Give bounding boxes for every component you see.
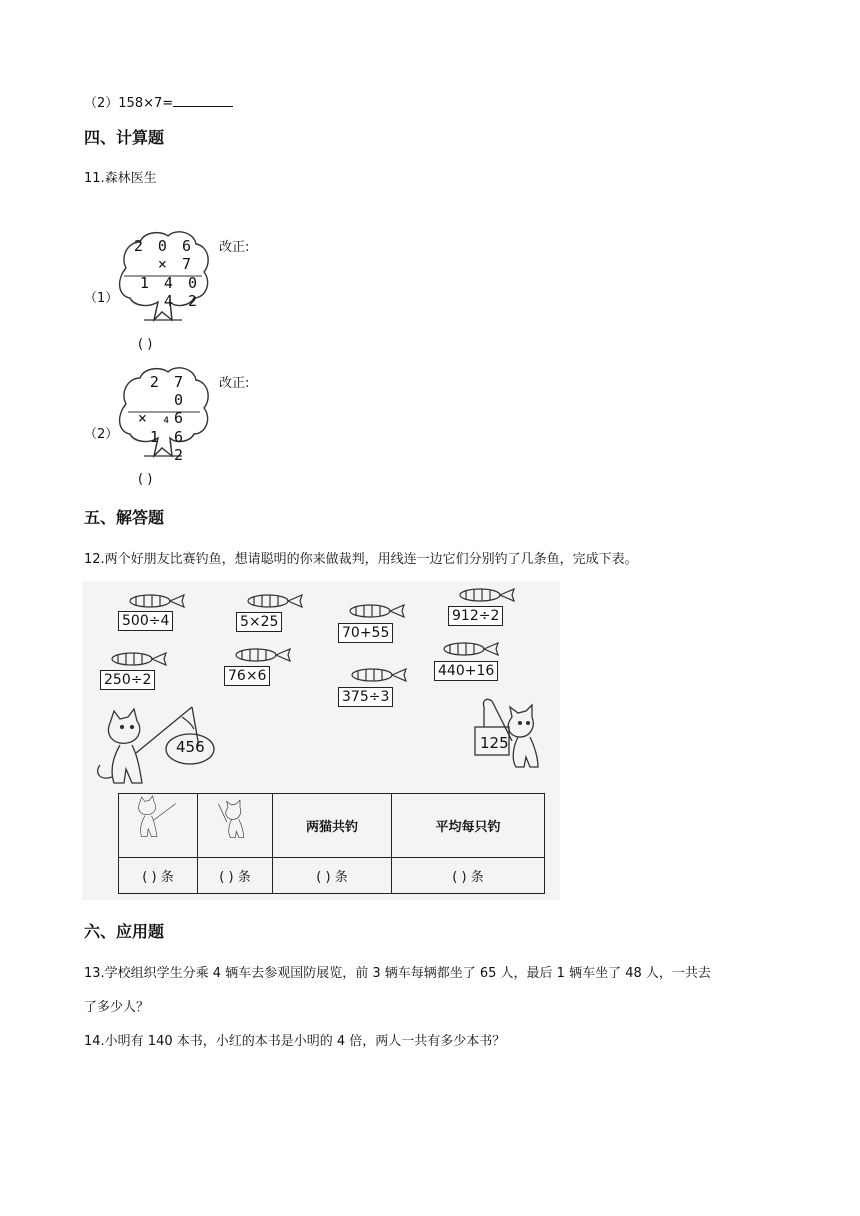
fish-label-8[interactable]: 440+16 — [434, 661, 498, 681]
q11-title: 11.森林医生 — [84, 171, 157, 186]
fish-label-1[interactable]: 500÷4 — [118, 611, 173, 631]
q11-item2-paren[interactable]: ( ) — [138, 472, 153, 487]
section5-heading: 五、解答题 — [84, 508, 165, 527]
fish-label-3[interactable]: 70+55 — [338, 623, 393, 643]
fish-label-5[interactable]: 250÷2 — [100, 670, 155, 690]
table-header-cat1 — [119, 794, 198, 858]
table-cell-cat2[interactable]: ( ) 条 — [198, 858, 273, 894]
fish-label-2[interactable]: 5×25 — [236, 612, 282, 632]
tree1-result: 1 4 0 4 2 — [139, 274, 200, 310]
q13-line1: 13.学校组织学生分乘 4 辆车去参观国防展览，前 3 辆车每辆都坐了 65 人，最后 1 辆车坐了 48 人，一共去 — [84, 966, 711, 981]
tree2-result: 1 6 2 — [149, 428, 186, 464]
section4-heading: 四、计算题 — [84, 128, 165, 147]
table-cell-cat1[interactable]: ( ) 条 — [119, 858, 198, 894]
cat2-value: 125 — [480, 734, 509, 752]
answer-blank[interactable] — [173, 95, 233, 107]
table-header-average: 平均每只钓 — [392, 794, 545, 858]
table-header-total: 两猫共钓 — [273, 794, 392, 858]
q10-part2-text: （2）158×7= — [84, 96, 174, 111]
q11-item2-correct-label: 改正: — [219, 376, 250, 391]
table-header-cat2 — [198, 794, 273, 858]
tree1-mid: × 7 — [157, 255, 194, 273]
q11-item1-label: （1） — [84, 291, 119, 306]
tree2-top: 2 7 0 — [149, 373, 186, 409]
q13-line2: 了多少人？ — [84, 1000, 150, 1015]
cat1-value: 456 — [176, 738, 205, 756]
q11-item2-label: （2） — [84, 427, 119, 442]
fish-label-4[interactable]: 912÷2 — [448, 606, 503, 626]
tree1-top: 2 0 6 — [133, 237, 194, 255]
section6-heading: 六、应用题 — [84, 922, 165, 941]
fish-label-6[interactable]: 76×6 — [224, 666, 270, 686]
table-cell-average[interactable]: ( ) 条 — [392, 858, 545, 894]
result-table — [118, 793, 545, 894]
q12-title: 12.两个好朋友比赛钓鱼，想请聪明的你来做裁判，用线连一边它们分别钓了几条鱼，完成下表。 — [84, 552, 638, 567]
table-cell-total[interactable]: ( ) 条 — [273, 858, 392, 894]
q14-text: 14.小明有 140 本书，小红的本书是小明的 4 倍，两人一共有多少本书？ — [84, 1034, 506, 1049]
q11-item1-correct-label: 改正: — [219, 240, 250, 255]
q10-part2 — [84, 92, 233, 111]
q11-item1-paren[interactable]: ( ) — [138, 337, 153, 352]
fish-label-7[interactable]: 375÷3 — [338, 687, 393, 707]
fishing-figure — [82, 581, 560, 900]
tree2-mid: × ₄6 — [137, 409, 186, 427]
